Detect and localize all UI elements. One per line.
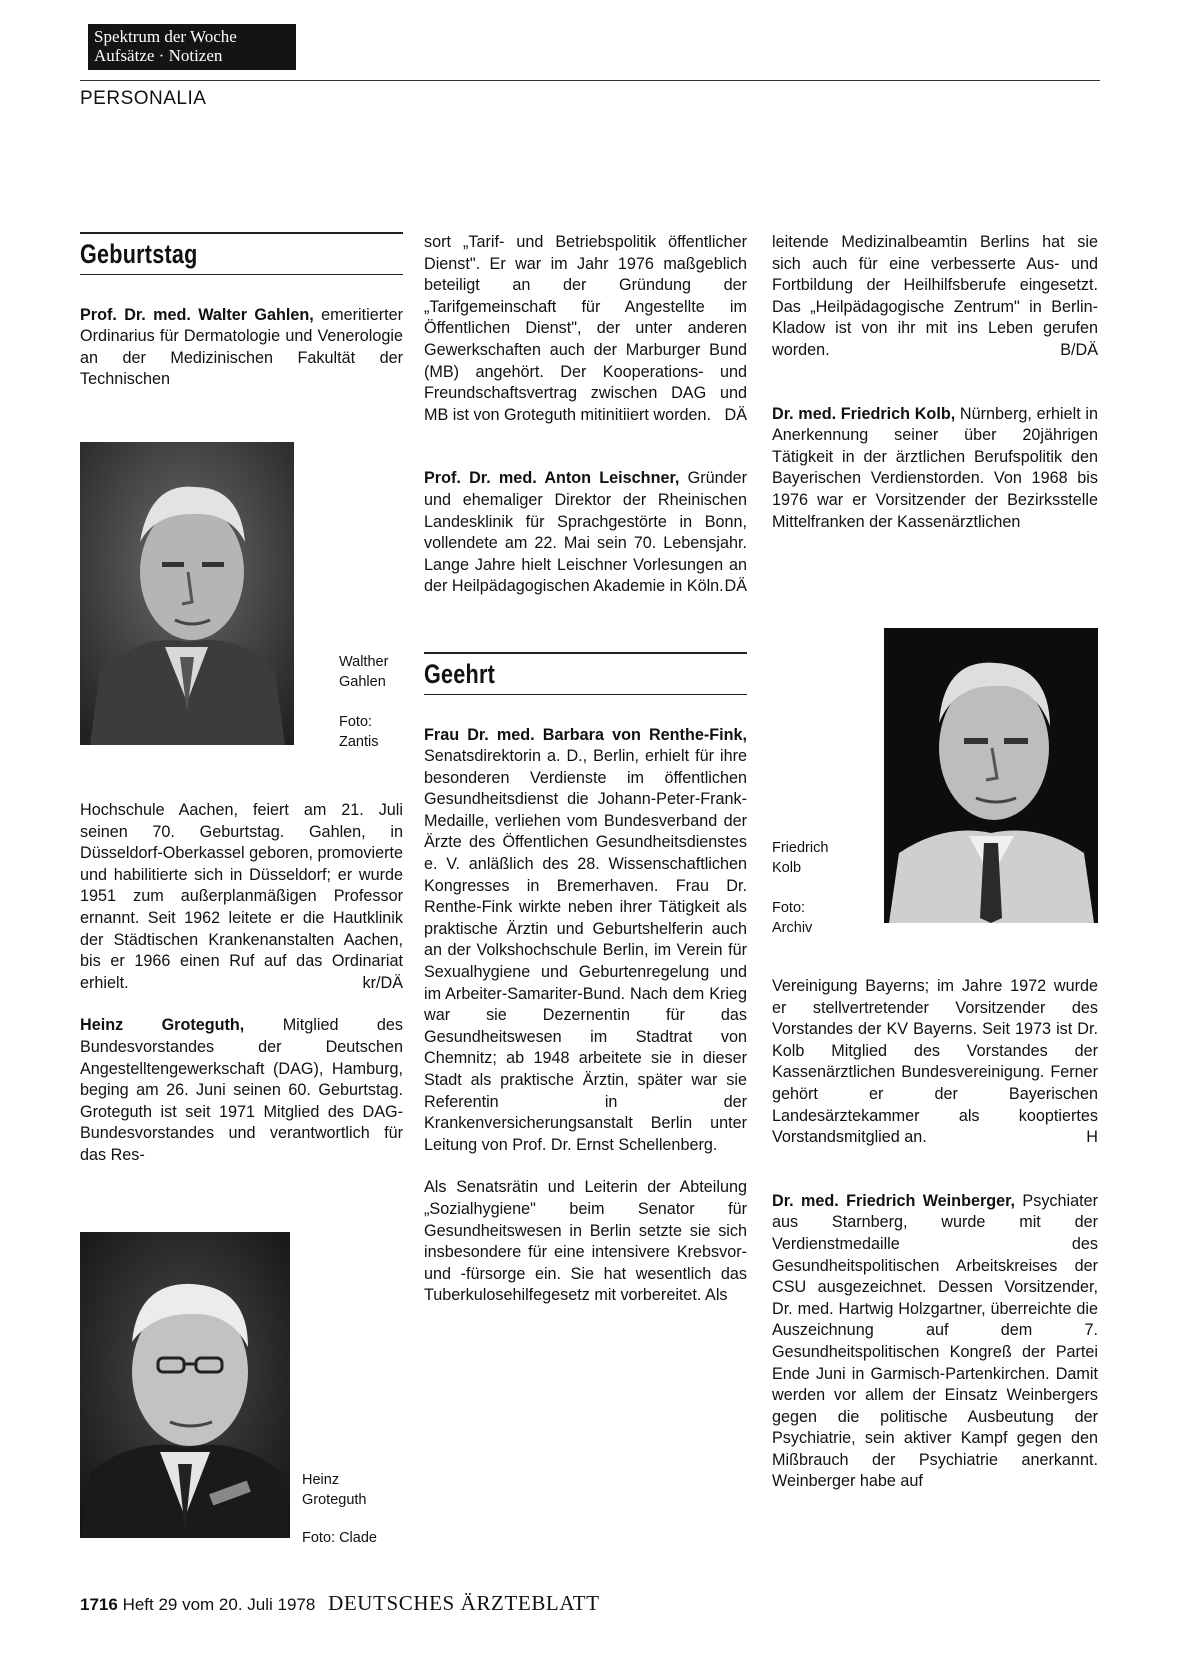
credit-label: Foto: — [339, 714, 373, 730]
caption-name: Gahlen — [339, 674, 386, 690]
section-rule — [424, 652, 747, 654]
photo-credit-kolb — [772, 898, 812, 938]
section-title-geburtstag: Geburtstag — [80, 239, 198, 269]
caption-name: Heinz — [302, 1472, 340, 1488]
article-text: Nürnberg, erhielt in Anerkennung seiner über 20jährigen Tätigkeit in der ärztlichen Berufspolitik den Bayerischen Verdienstorden. Von 1968 bis 1976 war er Vorsitzender der Bezirksstelle Mittelfranken der Kassenärztlichen — [772, 404, 1098, 531]
column-2 — [424, 232, 747, 1307]
person-name: Dr. med. Friedrich Weinberger, — [772, 1191, 1016, 1210]
header-line1: Spektrum der Woche — [94, 27, 237, 46]
author-signature: DÄ — [724, 577, 747, 596]
article-gahlen-body — [80, 800, 403, 994]
article-text: Psychiater aus Starnberg, wurde mit der Verdienstmedaille des Gesundheitspolitischen Arbeitskreises der CSU ausgezeichnet. Dessen Vorsitzender, Dr. med. Hartwig Holzgartner, überreichte die Auszeichnung auf dem 7. Gesundheitspolitischen Kongreß der Partei Ende Juni in Garmisch-Partenkirchen. Damit werden vor allem der Einsatz Weinbergers gegen die politische Ausbeutung der Psychiatrie, sein aktiver Kampf gegen den Mißbrauch der Psychiatrie anerkannt. Weinberger habe auf — [772, 1191, 1098, 1491]
person-name: Prof. Dr. med. Walter Gahlen, — [80, 305, 314, 324]
journal-name: DEUTSCHES ÄRZTEBLATT — [328, 1591, 600, 1615]
column-3-bottom — [772, 976, 1098, 1493]
caption-name: Walther — [339, 654, 389, 670]
article-renthe-fink-cont — [424, 1177, 747, 1307]
caption-name: Groteguth — [302, 1492, 367, 1508]
caption-name: Kolb — [772, 860, 802, 876]
page-footer — [80, 1591, 600, 1616]
article-text: Gründer und ehemaliger Direktor der Rheinischen Landesklinik für Sprachgestörte in Bonn, vollendete am 22. Mai sein 70. Lebensjahr. Lange Jahre hielt Leischner Vorlesungen an der Heilpädagogischen Akademie in Köln. — [424, 469, 747, 596]
article-renthe-fink — [424, 725, 747, 1157]
article-text: Als Senatsrätin und Leiterin der Abteilung „Sozialhygiene" beim Senator für Gesundheitswesen in Berlin setzte sie sich insbesondere für eine intensivere Krebsvor- und -fürsorge ein. Sie hat wesentlich das Tuberkulosehilfegesetz mit vorbereitet. Als — [424, 1178, 747, 1305]
photo-caption-kolb — [772, 838, 828, 878]
section-rule — [424, 694, 747, 695]
photo-caption-gahlen — [339, 652, 388, 692]
credit-name: Foto: Clade — [302, 1530, 377, 1546]
article-leischner — [424, 468, 747, 598]
person-name: Prof. Dr. med. Anton Leischner, — [424, 469, 680, 488]
portrait-photo-kolb — [884, 628, 1098, 923]
article-text: Mitglied des Bundesvorstandes der Deutschen Angestelltengewerkschaft (DAG), Hamburg, beging am 26. Juni seinen 60. Geburtstag. Groteguth ist seit 1971 Mitglied des DAG-Bundesvorstandes und verantwortlich für das Res- — [80, 1016, 403, 1164]
credit-name: Zantis — [339, 734, 379, 750]
page-number: 1716 — [80, 1595, 118, 1614]
article-text: Senatsdirektorin a. D., Berlin, erhielt für ihre besonderen Verdienste im öffentlichen Gesundheitsdienst die Johann-Peter-Frank-Medaille, verliehen vom Bundesverband der Ärzte des Öffentlichen Gesundheitsdienstes e. V. anläßlich des 28. Wissenschaftlichen Kongresses in Bremerhaven. Frau Dr. Renthe-Fink wirkte neben ihrer Tätigkeit als praktische Ärztin und Geburtshelferin auch an der Volkshochschule Berlin, im Verein für Sexualhygiene und Geburtenregelung und im Arbeiter-Samariter-Bund. Nach dem Krieg war sie Dezernentin für das Gesundheitswesen im Stadtrat von Chemnitz; ab 1948 arbeitete sie in dieser Stadt als praktische Ärztin, später war sie Referentin in der Krankenversicherungsanstalt Berlin unter Leitung von Prof. Dr. Ernst Schellenberg. — [424, 747, 747, 1154]
portrait-photo-groteguth — [80, 1232, 290, 1538]
article-groteguth-body — [424, 232, 747, 426]
section-header-box — [88, 24, 296, 70]
header-line2: Aufsätze · Notizen — [94, 46, 223, 65]
article-gahlen-intro — [80, 305, 403, 391]
person-name: Dr. med. Friedrich Kolb, — [772, 404, 956, 423]
photo-caption-groteguth — [302, 1470, 367, 1510]
article-renthe-fink-end — [772, 232, 1098, 362]
article-weinberger — [772, 1191, 1098, 1493]
article-text: Vereinigung Bayerns; im Jahre 1972 wurde er stellvertretender Vorsitzender des Vorstandes der KV Bayerns. Seit 1973 ist Dr. Kolb Mitglied des Vorstandes der Kassenärztlichen Bundesvereinigung. Ferner gehört er der Bayerischen Landesärztekammer als kooptiertes Vorstandsmitglied an. — [772, 977, 1098, 1147]
credit-name: Archiv — [772, 920, 813, 936]
column-1-bottom — [80, 800, 403, 1167]
article-kolb-intro — [772, 404, 1098, 534]
article-text: leitende Medizinalbeamtin Berlins hat sie sich auch für eine verbesserte Aus- und Fortbildung der Heilhilfsberufe eingesetzt. Das „Heilpädagogische Zentrum" in Berlin-Kladow ist von ihr mit ins Leben gerufen worden. — [772, 233, 1098, 359]
author-signature: H — [1086, 1128, 1098, 1147]
photo-credit-groteguth — [302, 1528, 377, 1548]
article-text: Hochschule Aachen, feiert am 21. Juli seinen 70. Geburtstag. Gahlen, in Düsseldorf-Oberkassel geboren, promovierte und habilitierte sich in Düsseldorf; er wurde 1951 zum außerplanmäßigen Professor ernannt. Seit 1962 leitete er die Hautklinik der Städtischen Krankenanstalten Aachen, bis er 1966 einen Ruf auf das Ordinariat erhielt. — [80, 801, 403, 992]
column-3-top — [772, 232, 1098, 533]
column-1-top — [80, 232, 403, 391]
top-rule — [80, 80, 1100, 81]
person-name: Heinz Groteguth, — [80, 1016, 245, 1035]
article-groteguth-intro — [80, 1015, 403, 1166]
credit-label: Foto: — [772, 900, 806, 916]
section-rule — [80, 274, 403, 275]
section-rule — [80, 232, 403, 234]
portrait-photo-gahlen — [80, 442, 294, 745]
author-signature: kr/DÄ — [362, 973, 403, 992]
author-signature: DÄ — [724, 405, 747, 424]
person-name: Frau Dr. med. Barbara von Renthe-Fink, — [424, 725, 747, 744]
article-kolb-body — [772, 976, 1098, 1149]
photo-credit-gahlen — [339, 712, 379, 752]
author-signature: B/DÄ — [1060, 340, 1098, 359]
article-text: sort „Tarif- und Betriebspolitik öffentlicher Dienst". Er war im Jahr 1976 maßgeblich beteiligt an der Gründung der „Tarifgemeinschaft für Angestellte im Öffentlichen Dienst", der unter anderen Gewerkschaften auch der Marburger Bund (MB) angehört. Der Kooperations- und Freundschaftsvertrag zwischen DAG und MB ist von Groteguth mitinitiiert worden. — [424, 233, 747, 424]
caption-name: Friedrich — [772, 840, 829, 856]
article-text: emeritierter Ordinarius für Dermatologie und Venerologie an der Medizinischen Fakultät der Technischen — [80, 305, 404, 389]
issue-info: Heft 29 vom 20. Juli 1978 — [122, 1595, 316, 1614]
section-title-geehrt: Geehrt — [424, 658, 496, 689]
section-label: PERSONALIA — [80, 88, 207, 109]
